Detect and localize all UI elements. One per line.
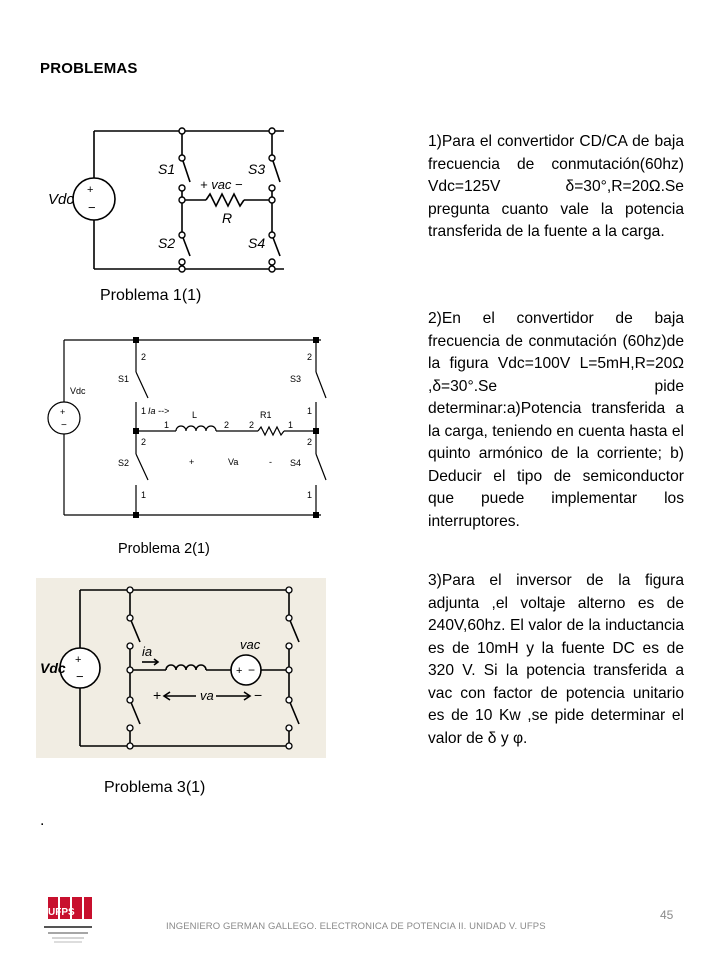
problem2-text: 2)En el convertidor de baja frecuencia de conmutación (60hz)de la figura Vdc=100V L=5mH,R=20Ω ,δ=30°.Se pide determinar:a)Potencia transferida a la carga, teniendo en cuenta hasta el quinto armónico de la corriente; b) Deducir el tipo de semiconductor que puede implementar los interruptores. [428, 310, 684, 530]
switch-s4-label: S4 [290, 458, 302, 468]
switch-s4-label: S4 [248, 235, 266, 251]
pin-label: 2 [141, 352, 147, 362]
pin-label: 1 [307, 406, 313, 416]
source-label: Vdc [48, 191, 74, 208]
pin-label: 1 [307, 490, 313, 500]
pin-label: 2 [141, 437, 147, 447]
va-minus: - [269, 457, 272, 467]
pin-label: 1 [164, 420, 170, 430]
page-title: PROBLEMAS [40, 60, 138, 77]
problem1-circuit-diagram [40, 120, 340, 280]
svg-text:+: + [75, 654, 82, 666]
problem2-caption: Problema 2(1) [118, 541, 210, 557]
page-number: 45 [660, 908, 674, 922]
dc-source [48, 402, 80, 434]
pin-label: 1 [141, 490, 147, 500]
dc-source [73, 178, 115, 220]
pin-label: 1 [288, 420, 294, 430]
resistor-label: R [222, 210, 233, 226]
problem1-caption: Problema 1(1) [100, 287, 202, 304]
svg-text:−: − [76, 669, 84, 684]
footer-text: INGENIERO GERMAN GALLEGO. ELECTRONICA DE POTENCIA II. UNIDAD V. UFPS [166, 921, 546, 932]
stray-dot: . [40, 812, 45, 829]
current-label: ia [142, 644, 153, 659]
pin-label: 2 [307, 352, 313, 362]
dc-source [60, 648, 100, 688]
switch-s3-label: S3 [290, 374, 302, 384]
current-label: Ia --> [148, 406, 170, 416]
source-label: Vdc [40, 660, 66, 676]
resistor-label: R1 [260, 410, 272, 420]
svg-text:−: − [248, 663, 256, 677]
va-label: va [200, 688, 214, 703]
switch-s2-label: S2 [158, 235, 176, 251]
switch-s1-label: S1 [158, 161, 176, 177]
vac-label: vac [240, 637, 261, 652]
inductor-label: L [192, 410, 198, 420]
problem3-text: 3)Para el inversor de la figura adjunta ,el voltaje alterno es de 240V,60hz. El valor de la inductancia es de 10mH y la fuente DC es de 320 V. Si la potencia transferida a vac con factor de potencia unitario es de 10 Kw ,se pide determinar el valor de δ y φ. [428, 572, 684, 747]
ufps-logo [40, 893, 96, 947]
svg-text:−: − [88, 200, 96, 215]
svg-text:+: + [60, 407, 66, 417]
pin-label: 2 [249, 420, 255, 430]
pin-label: 2 [224, 420, 230, 430]
switch-s2-label: S2 [118, 458, 130, 468]
problem2-circuit-diagram [36, 330, 336, 525]
pin-label: 1 [141, 406, 147, 416]
source-label: Vdc [70, 386, 86, 396]
switch-s1-label: S1 [118, 374, 130, 384]
pin-label: 2 [307, 437, 313, 447]
ac-source [231, 655, 261, 685]
svg-text:−: − [61, 420, 67, 431]
vac-label: + vac − [200, 177, 243, 192]
svg-text:+: + [87, 184, 94, 196]
logo-text: UFPS [48, 907, 75, 918]
va-plus: + [189, 457, 195, 467]
va-plus: + [153, 687, 162, 703]
svg-text:+: + [236, 665, 243, 677]
va-minus: − [254, 687, 263, 703]
va-label: Va [228, 457, 239, 467]
problem1-text: 1)Para el convertidor CD/CA de baja frecuencia de conmutación(60hz) Vdc=125V δ=30°,R=20Ω.Se pregunta cuanto vale la potencia transferida de la fuente a la carga. [428, 133, 684, 240]
problem3-caption: Problema 3(1) [104, 779, 206, 796]
problem3-circuit-diagram [36, 578, 326, 758]
switch-s3-label: S3 [248, 161, 266, 177]
